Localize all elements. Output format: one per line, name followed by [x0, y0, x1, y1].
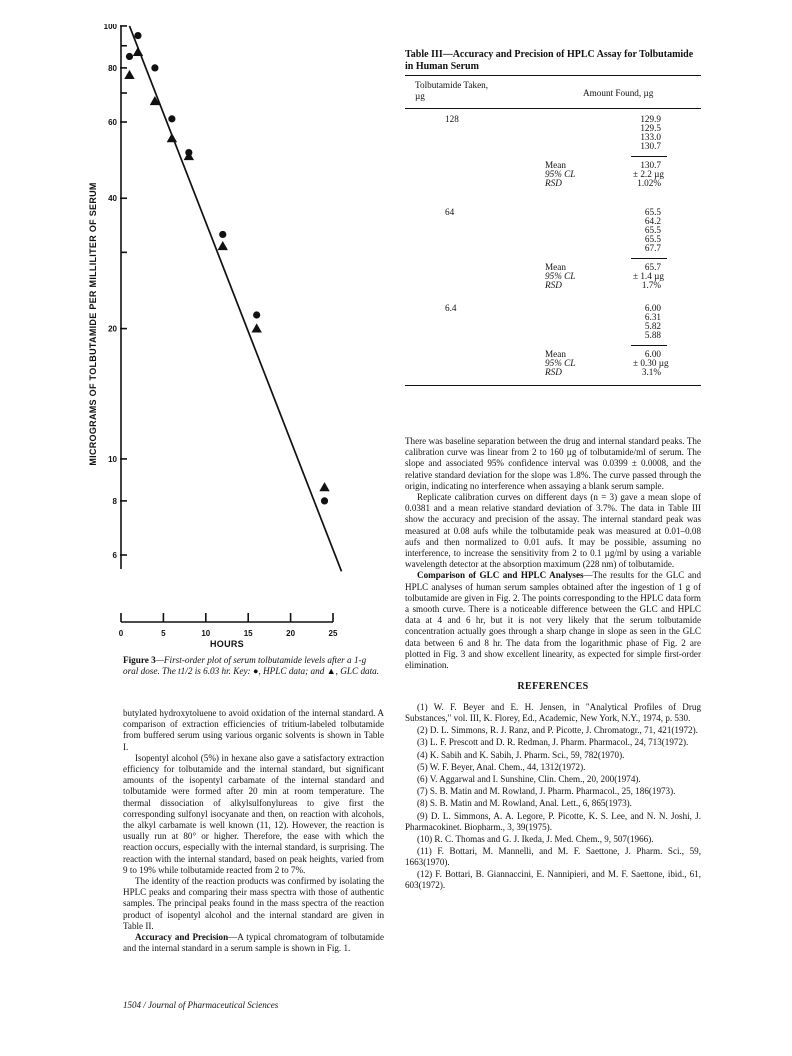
mean-value: 130.7 — [640, 160, 661, 170]
left-column-body — [123, 708, 384, 954]
y-axis-label: MICROGRAMS OF TOLBUTAMIDE PER MILLILITER OF SERUM — [88, 182, 98, 466]
hplc-point — [126, 53, 133, 60]
label-rsd: RSD — [545, 367, 562, 377]
paragraph-text: —The results for the GLC and HPLC analyses of human serum samples obtained after the ingestion of 1 g of tolbutamide are given in Fig. 2. The points corresponding to the HPLC data form a smooth curve. There is a noticeable difference between the GLC and HPLC data at 4 and 6 hr, but it is not very likely that the serum tolbutamide concentration actually goes through a sharp change in slope as seen in the GLC data between 6 and 8 hr. The data from the logarithmic phase of Fig. 2 are plotted in Fig. 3 and show excellent linearity, as expected for simple first-order elimination. — [405, 570, 701, 671]
paragraph: The identity of the reaction products was confirmed by isolating the HPLC peaks and comparing their mass spectra with those of authentic samples. The principal peaks found in the mass spectra of the reaction product of isopentyl alcohol and the internal standard are given in Table II. — [123, 876, 384, 931]
found-value: 129.9 — [640, 114, 661, 124]
y-tick-label: 40 — [108, 194, 117, 204]
hplc-point — [168, 115, 175, 122]
label-mean: Mean — [545, 349, 566, 359]
paragraph: Replicate calibration curves on different days (n = 3) gave a mean slope of 0.0381 and a mean relative standard deviation of 3.7%. The data in Table III show the accuracy and precision of the assay. The internal standard peak was measured at 0.08 aufs while the tolbutamide peak was measured at 0.01–0.08 aufs and then normalized to 0.01 aufs. It may be possible, assuming no interference, to increase the sensitivity from 2 to 0.1 µg/ml by using a variable wavelength detector at the absorption maximum (228 nm) of tolbutamide. — [405, 492, 701, 570]
column-header-found: Amount Found, µg — [583, 88, 654, 98]
found-value: 6.00 — [644, 303, 661, 313]
y-tick-label: 100 — [103, 24, 117, 31]
taken-value: 6.4 — [445, 303, 457, 313]
rsd-value: 1.7% — [641, 280, 661, 290]
glc-point — [184, 151, 194, 160]
regression-line — [129, 26, 341, 571]
mean-value: 65.7 — [644, 262, 661, 272]
y-tick-label: 6 — [112, 551, 117, 560]
hplc-point — [134, 32, 141, 39]
reference-item: (4) K. Sabih and K. Sabih, J. Pharm. Sci., 59, 782(1970). — [417, 749, 625, 760]
paragraph-accuracy — [123, 932, 384, 954]
label-mean: Mean — [545, 262, 566, 272]
label-rsd: RSD — [545, 178, 562, 188]
table-iii — [405, 49, 701, 386]
glc-point — [133, 47, 143, 56]
reference-item: (2) D. L. Simmons, R. J. Ranz, and P. Picotte, J. Chromatogr., 71, 421(1972). — [417, 725, 698, 736]
runin-heading: Comparison of GLC and HPLC Analyses — [417, 570, 584, 581]
rsd-value: 1.02% — [637, 178, 661, 188]
reference-item: (1) W. F. Beyer and E. H. Jensen, in "Analytical Profiles of Drug Substances," vol. III, K. Florey, Ed., Academic, New York, N.Y., 1974, p. 530. — [405, 702, 701, 723]
reference-item: (6) V. Aggarwal and I. Sunshine, Clin. Chem., 20, 200(1974). — [417, 773, 641, 784]
table-header — [405, 76, 701, 108]
table-body — [405, 109, 701, 385]
x-tick-label: 20 — [286, 629, 296, 638]
y-tick-label: 10 — [108, 454, 117, 464]
rsd-value: 3.1% — [641, 367, 661, 377]
reference-item: (10) R. C. Thomas and G. J. Ikeda, J. Med. Chem., 9, 507(1966). — [417, 833, 654, 844]
mean-rule — [631, 258, 667, 259]
label-cl: 95% CL — [545, 271, 576, 281]
reference-item: (12) F. Bottari, B. Giannaccini, E. Nannipieri, and M. F. Saettone, ibid., 61, 603(1972). — [405, 869, 701, 891]
reference-item: (3) L. F. Prescott and D. R. Redman, J. Pharm. Pharmacol., 24, 713(1972). — [417, 737, 689, 748]
found-value: 67.7 — [644, 243, 661, 253]
found-value: 65.5 — [644, 225, 661, 235]
mean-value: 6.00 — [644, 349, 661, 359]
found-value: 64.2 — [644, 216, 661, 226]
hplc-point — [321, 497, 328, 504]
chart-plot-area — [88, 24, 341, 649]
references-list — [405, 702, 701, 892]
x-tick-label: 25 — [328, 629, 338, 638]
caption-text: —First-order plot of serum tolbutamide levels after a 1-g oral dose. The t1/2 is 6.03 hr. Key: ●, HPLC data; and ▲, GLC data. — [123, 655, 380, 676]
table-title: Table III—Accuracy and Precision of HPLC Assay for Tolbutamide in Human Serum — [405, 49, 694, 72]
paragraph-comparison — [405, 570, 701, 671]
cl-value: ± 1.4 µg — [633, 271, 665, 281]
found-value: 65.5 — [644, 207, 661, 217]
found-value: 5.82 — [644, 321, 661, 331]
x-axis-label: HOURS — [209, 639, 245, 649]
x-tick-label: 10 — [201, 629, 211, 638]
label-rsd: RSD — [545, 280, 562, 290]
runin-heading: Accuracy and Precision — [135, 932, 229, 943]
column-header-taken: Tolbutamide Taken, µg — [415, 80, 489, 101]
paragraph: Isopentyl alcohol (5%) in hexane also gave a satisfactory extraction efficiency for tolbutamide and the internal standard, but significant amounts of the isopentyl carbamate of the internal standard and tolbutamide were formed after 20 min at room temperature. The thermal dissociation of alkylsulfonylureas to give first the corresponding sulfonyl isocyanate and then, on reaction with alcohols, the alkyl carbamate is well known (11, 12). However, the reaction is usually run at 80° or higher. Therefore, the ease with which the reaction occurs, especially with the internal standard, is surprising. The reaction with the internal standard, based on peak heights, varied from 9 to 19% while tolbutamide reacted from 2 to 7%. — [123, 752, 384, 875]
label-cl: 95% CL — [545, 358, 576, 368]
glc-point — [319, 482, 329, 491]
reference-item: (7) S. B. Matin and M. Rowland, J. Pharm. Pharmacol., 25, 186(1973). — [417, 786, 676, 797]
paragraph: butylated hydroxytoluene to avoid oxidation of the internal standard. A comparison of extraction efficiencies of tritium-labeled tolbutamide from buffered serum using various organic solvents is shown in Table I. — [123, 708, 384, 752]
x-tick-label: 15 — [243, 629, 253, 638]
label-cl: 95% CL — [545, 169, 576, 179]
references-heading: REFERENCES — [517, 681, 589, 692]
glc-point — [124, 70, 134, 79]
glc-point — [218, 241, 228, 250]
hplc-point — [219, 231, 226, 238]
y-tick-label: 80 — [108, 63, 117, 73]
cl-value: ± 0.30 µg — [633, 358, 669, 368]
figure-caption — [123, 655, 383, 677]
label-mean: Mean — [545, 160, 566, 170]
y-tick-label: 60 — [108, 118, 117, 127]
found-value: 6.31 — [644, 312, 661, 322]
found-value: 133.0 — [640, 132, 661, 142]
page-footer: 1504 / Journal of Pharmaceutical Sciences — [123, 1000, 279, 1010]
caption-label: Figure 3 — [123, 655, 156, 665]
right-column-body — [405, 436, 701, 671]
mean-rule — [631, 156, 667, 157]
hplc-point — [253, 311, 260, 318]
y-tick-label: 8 — [112, 496, 117, 506]
x-tick-label: 5 — [161, 629, 166, 638]
hplc-point — [151, 64, 158, 71]
paragraph-text: —A typical chromatogram of tolbutamide and the internal standard in a serum sample is shown in Fig. 1. — [123, 932, 384, 954]
reference-item: (8) S. B. Matin and M. Rowland, Anal. Lett., 6, 865(1973). — [417, 798, 632, 809]
figure-3-chart — [84, 24, 384, 654]
taken-value: 128 — [445, 114, 459, 124]
cl-value: ± 2.2 µg — [633, 169, 665, 179]
reference-item: (5) W. F. Beyer, Anal. Chem., 44, 1312(1972). — [417, 761, 586, 772]
reference-item: (11) F. Bottari, M. Mannelli, and M. F. Saettone, J. Pharm. Sci., 59, 1663(1970). — [405, 845, 701, 867]
found-value: 5.88 — [644, 330, 661, 340]
found-value: 65.5 — [644, 234, 661, 244]
found-value: 130.7 — [640, 141, 661, 151]
table-bottom-rule — [405, 385, 701, 386]
taken-value: 64 — [445, 207, 455, 217]
y-tick-label: 20 — [108, 324, 117, 334]
reference-item: (9) D. L. Simmons, A. A. Legore, P. Picotte, K. S. Lee, and N. N. Joshi, J. Pharmacokinet. Biopharm., 3, 39(1975). — [405, 810, 701, 832]
found-value: 129.5 — [640, 123, 661, 133]
glc-point — [251, 323, 261, 332]
glc-point — [167, 133, 177, 142]
paragraph: There was baseline separation between the drug and internal standard peaks. The calibration curve was linear from 2 to 160 µg of tolbutamide/ml of serum. The slope and associated 95% confidence interval was 0.0399 ± 0.0008, and the relative standard deviation for the slope was 1.8%. The curve passed through the origin, indicating no interference when assaying a blank serum sample. — [405, 436, 701, 491]
mean-rule — [631, 345, 667, 346]
x-tick-label: 0 — [118, 629, 124, 638]
